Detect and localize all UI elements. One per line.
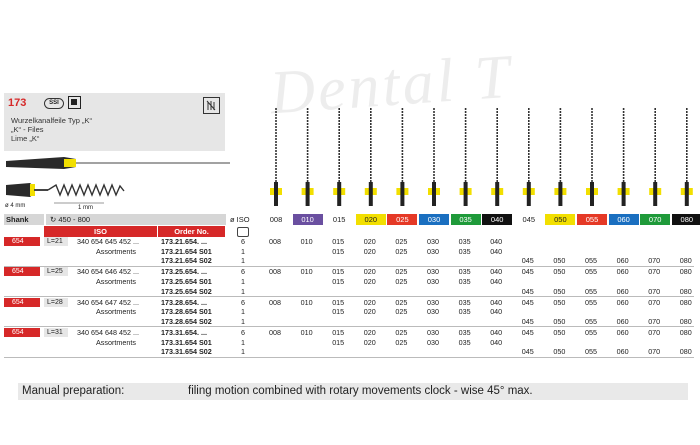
pack-quantity: 6 xyxy=(241,327,245,337)
size-header-035: 035 xyxy=(451,214,481,225)
size-cell: 070 xyxy=(648,327,661,337)
size-cell: 008 xyxy=(269,297,281,307)
size-cell: 020 xyxy=(363,276,376,286)
shank-tag: 654 xyxy=(4,267,40,276)
size-cell: 020 xyxy=(363,237,376,246)
speed-range: 450 - 800 xyxy=(58,215,91,224)
size-cell: 030 xyxy=(427,337,439,347)
size-cell: 010 xyxy=(300,237,313,246)
size-cell: 050 xyxy=(553,347,566,357)
file-icon-070 xyxy=(649,108,661,206)
iso-code: Assortments xyxy=(96,337,136,347)
size-cell: 040 xyxy=(490,337,503,347)
file-icon-040 xyxy=(491,108,503,206)
note-label: Manual preparation: xyxy=(22,385,125,397)
size-header-070: 070 xyxy=(640,214,670,225)
table-row xyxy=(0,298,700,307)
file-icon-045 xyxy=(523,108,535,206)
product-name-en: „K“ - Files xyxy=(11,125,44,134)
size-cell: 035 xyxy=(458,327,471,337)
size-cell: 055 xyxy=(585,256,597,266)
size-cell: 055 xyxy=(585,327,597,337)
size-header-040: 040 xyxy=(482,214,512,225)
size-cell: 070 xyxy=(648,256,661,266)
size-cell: 020 xyxy=(363,267,376,277)
size-cell: 035 xyxy=(458,267,471,277)
size-cell: 010 xyxy=(300,297,313,307)
pack-quantity: 1 xyxy=(241,256,245,266)
iso-diameter-label: ø ISO xyxy=(230,215,250,224)
size-cell: 080 xyxy=(679,267,692,277)
iso-code: Assortments xyxy=(96,307,136,317)
table-row xyxy=(0,338,700,347)
size-cell: 030 xyxy=(427,297,439,307)
file-icon-080 xyxy=(681,108,693,206)
order-number: 173.21.654 S02 xyxy=(161,256,212,266)
size-cell: 035 xyxy=(458,307,471,317)
size-cell: 015 xyxy=(332,297,345,307)
speed-header xyxy=(46,214,226,225)
size-cell: 045 xyxy=(521,267,534,277)
product-name-fr: Lime „K“ xyxy=(11,134,40,143)
size-cell: 080 xyxy=(679,297,692,307)
order-number-header: Order No. xyxy=(158,226,225,237)
ssi-badge: SSI xyxy=(44,98,64,109)
shank-tag: 654 xyxy=(4,328,40,337)
pack-quantity: 1 xyxy=(241,337,245,347)
scale-label: 1 mm xyxy=(78,205,93,211)
size-cell: 008 xyxy=(269,267,281,277)
size-cell: 060 xyxy=(616,267,629,277)
shank-header: Shank xyxy=(4,214,44,225)
size-cell: 030 xyxy=(427,246,439,256)
size-cell: 040 xyxy=(490,237,503,246)
size-cell: 010 xyxy=(300,327,313,337)
length-label: L=25 xyxy=(44,267,68,276)
size-cell: 015 xyxy=(332,307,345,317)
size-cell: 040 xyxy=(490,276,503,286)
pack-quantity: 1 xyxy=(241,347,245,357)
size-cell: 040 xyxy=(490,307,503,317)
size-cell: 025 xyxy=(395,337,408,347)
size-cell: 055 xyxy=(585,316,597,326)
pack-quantity: 6 xyxy=(241,297,245,307)
size-cell: 055 xyxy=(585,286,597,296)
size-cell: 025 xyxy=(395,297,408,307)
size-cell: 040 xyxy=(490,327,503,337)
pack-quantity: 1 xyxy=(241,307,245,317)
size-header-025: 025 xyxy=(387,214,417,225)
pack-quantity: 1 xyxy=(241,246,245,256)
size-cell: 025 xyxy=(395,307,408,317)
product-code: 173 xyxy=(8,97,27,109)
size-cell: 045 xyxy=(521,256,534,266)
table-row xyxy=(0,247,700,256)
size-header-020: 020 xyxy=(356,214,386,225)
file-icons-row xyxy=(258,102,700,214)
size-header-055: 055 xyxy=(577,214,607,225)
size-cell: 020 xyxy=(363,307,376,317)
order-number: 173.25.654. ... xyxy=(161,267,207,277)
iso-code: 340 654 647 452 ... xyxy=(77,297,139,307)
size-cell: 015 xyxy=(332,276,345,286)
size-cell: 020 xyxy=(363,337,376,347)
size-cell: 008 xyxy=(269,327,281,337)
length-label: L=21 xyxy=(44,237,68,246)
size-header-015: 015 xyxy=(324,214,354,225)
size-cell: 015 xyxy=(332,246,345,256)
size-cell: 030 xyxy=(427,307,439,317)
order-number: 173.28.654 S02 xyxy=(161,316,212,326)
length-label: L=28 xyxy=(44,298,68,307)
size-cell: 020 xyxy=(363,327,376,337)
size-cell: 025 xyxy=(395,246,408,256)
square-symbol-icon xyxy=(68,96,81,109)
size-cell: 025 xyxy=(395,327,408,337)
length-label: L=31 xyxy=(44,328,68,337)
size-cell: 025 xyxy=(395,237,408,246)
product-name-de: Wurzelkanalfeile Typ „K“ xyxy=(11,116,93,125)
manual-preparation-note xyxy=(18,383,688,400)
size-cell: 080 xyxy=(679,316,692,326)
group-separator xyxy=(4,357,694,358)
size-cell: 080 xyxy=(679,286,692,296)
size-cell: 070 xyxy=(648,347,661,357)
size-cell: 010 xyxy=(300,267,313,277)
size-cell: 015 xyxy=(332,337,345,347)
pack-quantity: 1 xyxy=(241,316,245,326)
size-header-050: 050 xyxy=(545,214,575,225)
size-cell: 060 xyxy=(616,256,629,266)
size-cell: 070 xyxy=(648,297,661,307)
size-cell: 015 xyxy=(332,237,345,246)
size-header-030: 030 xyxy=(419,214,449,225)
size-cell: 015 xyxy=(332,327,345,337)
size-cell: 025 xyxy=(395,267,408,277)
size-cell: 020 xyxy=(363,297,376,307)
size-header-060: 060 xyxy=(609,214,639,225)
size-cell: 030 xyxy=(427,276,439,286)
shank-tag: 654 xyxy=(4,237,40,246)
shank-diameter-label: ø 4 mm xyxy=(5,203,26,209)
order-number: 173.28.654. ... xyxy=(161,297,207,307)
file-icon-008 xyxy=(270,108,282,206)
size-cell: 050 xyxy=(553,286,566,296)
size-header-008: 008 xyxy=(261,214,291,225)
order-number: 173.21.654 S01 xyxy=(161,246,212,256)
file-icon-050 xyxy=(554,108,566,206)
table-row xyxy=(0,256,700,265)
size-cell: 035 xyxy=(458,246,471,256)
size-cell: 060 xyxy=(616,347,629,357)
size-cell: 070 xyxy=(648,316,661,326)
iso-code: 340 654 646 452 ... xyxy=(77,267,139,277)
size-cell: 080 xyxy=(679,327,692,337)
table-row xyxy=(0,287,700,296)
watermark: Dental T xyxy=(267,42,515,128)
iso-code: 340 654 648 452 ... xyxy=(77,327,139,337)
size-cell: 015 xyxy=(332,267,345,277)
iso-code: Assortments xyxy=(96,246,136,256)
size-cell: 008 xyxy=(269,237,281,246)
order-number: 173.31.654 S01 xyxy=(161,337,212,347)
size-cell: 060 xyxy=(616,297,629,307)
shank-tag: 654 xyxy=(4,298,40,307)
table-row xyxy=(0,237,700,246)
size-cell: 035 xyxy=(458,297,471,307)
size-cell: 035 xyxy=(458,276,471,286)
size-cell: 030 xyxy=(427,267,439,277)
size-cell: 040 xyxy=(490,297,503,307)
size-cell: 020 xyxy=(363,246,376,256)
package-icon xyxy=(237,227,249,237)
size-cell: 040 xyxy=(490,246,503,256)
pack-quantity: 6 xyxy=(241,237,245,246)
order-number: 173.21.654. ... xyxy=(161,237,207,246)
table-row xyxy=(0,307,700,316)
order-number: 173.25.654 S01 xyxy=(161,276,212,286)
iso-code: 340 654 645 452 ... xyxy=(77,237,139,246)
size-header-080: 080 xyxy=(672,214,700,225)
file-icon-030 xyxy=(428,108,440,206)
size-cell: 050 xyxy=(553,256,566,266)
size-cell: 045 xyxy=(521,327,534,337)
table-row xyxy=(0,277,700,286)
size-cell: 035 xyxy=(458,237,471,246)
table-row xyxy=(0,347,700,356)
rotation-icon: ↻ xyxy=(50,215,57,224)
size-cell: 030 xyxy=(427,237,439,246)
file-icon-025 xyxy=(396,108,408,206)
order-number: 173.28.654 S01 xyxy=(161,307,212,317)
size-cell: 050 xyxy=(553,297,566,307)
table-row xyxy=(0,328,700,337)
file-icon-015 xyxy=(333,108,345,206)
size-cell: 060 xyxy=(616,327,629,337)
table-row xyxy=(0,267,700,276)
size-cell: 050 xyxy=(553,327,566,337)
table-row xyxy=(0,317,700,326)
iso-header: ISO xyxy=(44,226,157,237)
order-number: 173.25.654 S02 xyxy=(161,286,212,296)
size-cell: 050 xyxy=(553,267,566,277)
k-file-illustration xyxy=(4,153,230,211)
size-cell: 070 xyxy=(648,267,661,277)
order-number: 173.31.654 S02 xyxy=(161,347,212,357)
file-icon-035 xyxy=(460,108,472,206)
size-cell: 055 xyxy=(585,267,597,277)
size-cell: 060 xyxy=(616,286,629,296)
note-text: filing motion combined with rotary movements clock - wise 45° max. xyxy=(188,385,533,397)
file-icon-010 xyxy=(302,108,314,206)
pack-quantity: 1 xyxy=(241,276,245,286)
size-cell: 045 xyxy=(521,297,534,307)
sterile-icon xyxy=(203,97,220,114)
size-cell: 045 xyxy=(521,347,534,357)
file-icon-055 xyxy=(586,108,598,206)
size-cell: 045 xyxy=(521,316,534,326)
size-header-045: 045 xyxy=(514,214,544,225)
pack-quantity: 6 xyxy=(241,267,245,277)
size-cell: 025 xyxy=(395,276,408,286)
product-info-box xyxy=(4,93,225,151)
file-icon-020 xyxy=(365,108,377,206)
size-cell: 070 xyxy=(648,286,661,296)
size-cell: 040 xyxy=(490,267,503,277)
size-cell: 030 xyxy=(427,327,439,337)
size-cell: 055 xyxy=(585,297,597,307)
size-cell: 035 xyxy=(458,337,471,347)
iso-code: Assortments xyxy=(96,276,136,286)
size-cell: 045 xyxy=(521,286,534,296)
size-cell: 060 xyxy=(616,316,629,326)
size-header-010: 010 xyxy=(293,214,323,225)
size-cell: 080 xyxy=(679,256,692,266)
size-cell: 080 xyxy=(679,347,692,357)
order-number: 173.31.654. ... xyxy=(161,327,207,337)
size-cell: 055 xyxy=(585,347,597,357)
file-icon-060 xyxy=(618,108,630,206)
size-cell: 050 xyxy=(553,316,566,326)
pack-quantity: 1 xyxy=(241,286,245,296)
